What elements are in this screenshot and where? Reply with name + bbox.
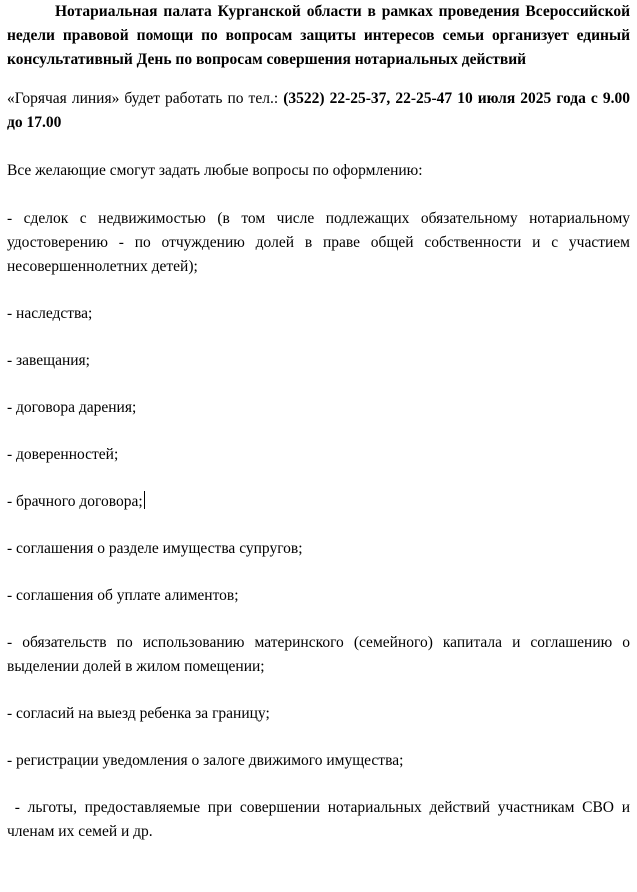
document-heading: Нотариальная палата Курганской области в рамках проведения Всероссийской недели правовой помощи по вопросам защиты интересов семьи организует единый консультативный День по вопросам совершения нотариальных действий xyxy=(7,3,630,68)
list-item-svo-benefits: - льготы, предоставляемые при совершении нотариальных действий участникам СВО и членам их семей и др. xyxy=(7,799,634,840)
list-item-travel-consent: - согласий на выезд ребенка за границу; xyxy=(7,705,270,722)
intro-paragraph: Все желающие смогут задать любые вопросы по оформлению: xyxy=(7,162,423,179)
list-item-property-division: - соглашения о разделе имущества супругов; xyxy=(7,540,303,557)
list-item-real-estate: - сделок с недвижимостью (в том числе подлежащих обязательному нотариальному удостоверению - по отчуждению долей в праве общей собственности и с участием несовершеннолетних детей); xyxy=(7,210,630,275)
list-item-marriage-contract-text: - брачного договора; xyxy=(7,493,143,510)
hotline-paragraph xyxy=(7,87,630,135)
list-item-power-of-attorney: - доверенностей; xyxy=(7,446,119,463)
list-item-inheritance: - наследства; xyxy=(7,305,93,322)
list-item-marriage-contract[interactable] xyxy=(7,490,630,514)
hotline-details: (3522) 22-25-37, 22-25-47 10 июля 2025 года с 9.00 до 17.00 xyxy=(7,90,630,131)
document-body xyxy=(7,0,634,844)
hotline-lead: «Горячая линия» будет работать по тел.: xyxy=(7,90,284,107)
list-item-will: - завещания; xyxy=(7,352,90,369)
list-item-alimony: - соглашения об уплате алиментов; xyxy=(7,587,239,604)
list-item-maternity-capital: - обязательств по использованию материнского (семейного) капитала и соглашению о выделении долей в жилом помещении; xyxy=(7,634,630,675)
list-item-gift-agreement: - договора дарения; xyxy=(7,399,137,416)
text-cursor xyxy=(144,491,145,509)
list-item-pledge-registration: - регистрации уведомления о залоге движимого имущества; xyxy=(7,752,404,769)
